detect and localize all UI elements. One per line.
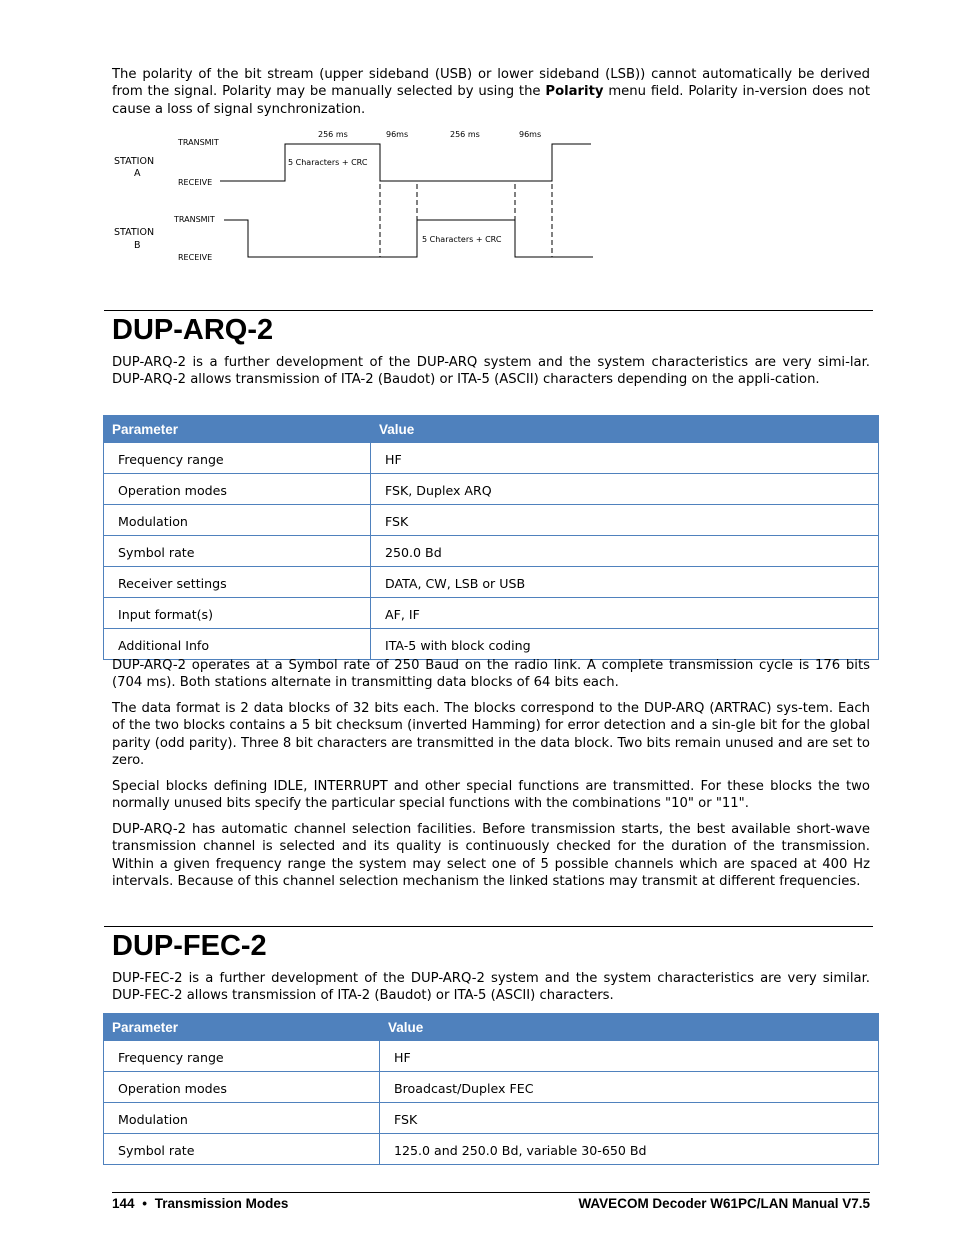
intro-text-end: menu field. Polarity in-version does not cause a loss of signal synchronization. xyxy=(112,84,870,117)
value-cell: 250.0 Bd xyxy=(371,536,879,567)
bullet-separator: • xyxy=(142,1196,148,1211)
column-header-parameter: Parameter xyxy=(104,1014,380,1041)
table-row xyxy=(104,536,879,567)
table-header-row xyxy=(104,1014,879,1041)
table-row xyxy=(104,1041,879,1072)
station-b-waveform xyxy=(224,220,593,257)
value-cell: Broadcast/Duplex FEC xyxy=(380,1072,879,1103)
value-cell: ITA-5 with block coding xyxy=(371,629,879,660)
chapter-name: Transmission Modes xyxy=(154,1196,289,1211)
polarity-menu-field: Polarity xyxy=(545,84,604,100)
table-row xyxy=(104,598,879,629)
value-cell: FSK xyxy=(380,1103,879,1134)
param-cell: Modulation xyxy=(104,505,371,536)
intro-paragraph xyxy=(112,66,870,118)
column-header-parameter: Parameter xyxy=(104,416,371,443)
station-b-transmit-label: TRANSMIT xyxy=(174,215,215,224)
section-title-dup-fec-2: DUP-FEC-2 xyxy=(112,930,267,962)
dup-fec-2-parameter-table xyxy=(103,1013,879,1165)
param-cell: Symbol rate xyxy=(104,1134,380,1165)
value-cell: DATA, CW, LSB or USB xyxy=(371,567,879,598)
timing-label-256ms-a: 256 ms xyxy=(318,130,348,139)
param-cell: Modulation xyxy=(104,1103,380,1134)
station-a-label-line2: A xyxy=(134,168,141,179)
value-cell: 125.0 and 250.0 Bd, variable 30-650 Bd xyxy=(380,1134,879,1165)
station-b-receive-label: RECEIVE xyxy=(178,253,213,262)
value-cell: AF, IF xyxy=(371,598,879,629)
footer-left xyxy=(112,1196,288,1211)
table-row xyxy=(104,474,879,505)
dup-arq-2-intro: DUP-ARQ-2 is a further development of the DUP-ARQ system and the system characteristics are very simi-lar. DUP-ARQ-2 allows transmission of ITA-2 (Baudot) or ITA-5 (ASCII) characters depending on the appli-cation. xyxy=(112,355,870,388)
column-header-value: Value xyxy=(380,1014,879,1041)
intro-text-start: The polarity of the bit stream (upper sideband (USB) or lower sideband (LSB)) cannot automatically be derived from the signal. Polarity may be manually selected by using the xyxy=(112,67,870,100)
section-title-dup-arq-2: DUP-ARQ-2 xyxy=(112,314,274,346)
value-cell: FSK xyxy=(371,505,879,536)
footer-manual-title: WAVECOM Decoder W61PC/LAN Manual V7.5 xyxy=(578,1196,870,1211)
table-row xyxy=(104,629,879,660)
footer-rule xyxy=(112,1192,870,1193)
column-header-value: Value xyxy=(371,416,879,443)
dup-arq-2-paragraph-data-format: The data format is 2 data blocks of 32 bits each. The blocks correspond to the DUP-ARQ (ARTRAC) sys-tem. Each of the two blocks contains a 5 bit checksum (inverted Hamming) for error detection and a sin-gle bit for the global parity (odd parity). Three 8 bit characters are transmitted in the data block. Two bits remain unused and are set to zero. xyxy=(112,701,870,768)
table-row xyxy=(104,1072,879,1103)
section-divider-arq2 xyxy=(104,310,873,311)
param-cell: Frequency range xyxy=(104,443,371,474)
dup-arq-2-paragraph-symbol-rate: DUP-ARQ-2 operates at a Symbol rate of 250 Baud on the radio link. A complete transmission cycle is 176 bits (704 ms). Both stations alternate in transmitting data blocks of 64 bits each. xyxy=(112,658,870,691)
station-b-label-line2: B xyxy=(134,240,141,251)
dup-arq-2-parameter-table xyxy=(103,415,879,660)
station-b-block-label: 5 Characters + CRC xyxy=(422,235,502,244)
table-row xyxy=(104,443,879,474)
timing-label-96ms-b: 96ms xyxy=(519,130,542,139)
station-a-receive-label: RECEIVE xyxy=(178,178,213,187)
dup-arq-2-paragraph-channel-selection: DUP-ARQ-2 has automatic channel selection facilities. Before transmission starts, the best available short-wave transmission channel is selected and its quality is continuously checked for the duration of the transmission. Within a given frequency range the system may select one of 5 possible channels which are spaced at 400 Hz intervals. Because of this channel selection mechanism the linked stations may transmit at different frequencies. xyxy=(112,822,870,889)
timing-label-256ms-b: 256 ms xyxy=(450,130,480,139)
section-divider-fec2 xyxy=(104,926,873,927)
dup-arq-2-paragraph-special-blocks: Special blocks defining IDLE, INTERRUPT and other special functions are transmitted. For these blocks the two normally unused bits specify the particular special functions with the combinations "10" or "11". xyxy=(112,779,870,812)
table-row xyxy=(104,567,879,598)
table-row xyxy=(104,505,879,536)
timing-label-96ms-a: 96ms xyxy=(386,130,409,139)
param-cell: Input format(s) xyxy=(104,598,371,629)
table-row xyxy=(104,1103,879,1134)
param-cell: Additional Info xyxy=(104,629,371,660)
param-cell: Operation modes xyxy=(104,474,371,505)
param-cell: Frequency range xyxy=(104,1041,380,1072)
station-a-waveform xyxy=(220,144,591,181)
param-cell: Symbol rate xyxy=(104,536,371,567)
station-a-transmit-label: TRANSMIT xyxy=(178,138,219,147)
page-number: 144 xyxy=(112,1196,135,1211)
table-header-row xyxy=(104,416,879,443)
value-cell: FSK, Duplex ARQ xyxy=(371,474,879,505)
value-cell: HF xyxy=(380,1041,879,1072)
station-b-label-line1: STATION xyxy=(114,227,155,238)
param-cell: Receiver settings xyxy=(104,567,371,598)
station-a-label-line1: STATION xyxy=(114,156,155,167)
value-cell: HF xyxy=(371,443,879,474)
table-row xyxy=(104,1134,879,1165)
param-cell: Operation modes xyxy=(104,1072,380,1103)
dup-fec-2-intro: DUP-FEC-2 is a further development of the DUP-ARQ-2 system and the system characteristics are very similar. DUP-FEC-2 allows transmission of ITA-2 (Baudot) or ITA-5 (ASCII) characters. xyxy=(112,971,870,1004)
station-a-block-label: 5 Characters + CRC xyxy=(288,158,368,167)
timing-diagram xyxy=(104,124,604,270)
